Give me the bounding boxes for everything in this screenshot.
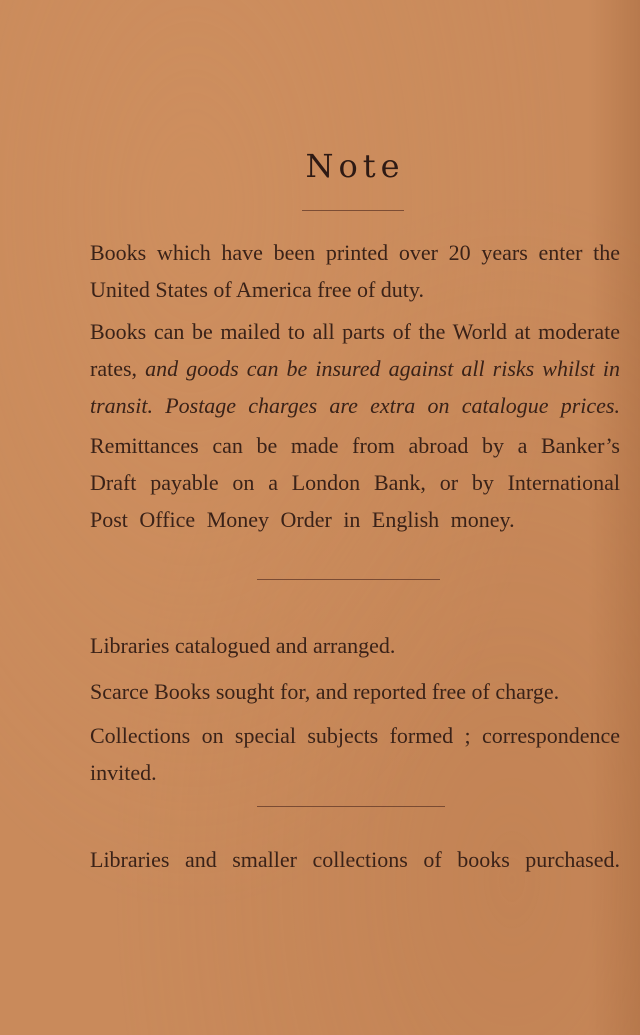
duty-paragraph: [90, 234, 620, 308]
remittance-line-1: Remittances can be made from abroad by a Banker’s: [90, 433, 620, 458]
collections-line-1: Collections on special subjects formed ; correspondence: [90, 723, 620, 748]
purchase-line: [90, 841, 620, 878]
postage-line-2: [90, 350, 620, 387]
scarce-books-line: [90, 673, 620, 710]
postage-paragraph: [90, 313, 620, 424]
remittance-paragraph: [90, 427, 620, 538]
section-divider: [257, 579, 440, 580]
remittance-line-2: Draft payable on a London Bank, or by International: [90, 470, 620, 495]
lower-divider: [257, 806, 445, 807]
libraries-catalogued-line: [90, 627, 620, 664]
postage-line-2-plain: rates,: [90, 356, 146, 381]
purchase-text: Libraries and smaller collections of books purchased.: [90, 847, 620, 872]
duty-line-1: Books which have been printed over 20 years enter the: [90, 240, 620, 265]
remittance-line-3: Post Office Money Order in English money.: [90, 507, 515, 532]
title-divider: [302, 210, 404, 211]
duty-line-2: United States of America free of duty.: [90, 277, 424, 302]
libraries-catalogued-text: Libraries catalogued and arranged.: [90, 633, 396, 658]
collections-line-2: invited.: [90, 760, 157, 785]
collections-paragraph: [90, 717, 620, 791]
page-title: Note: [305, 147, 405, 185]
postage-line-2-italic: and goods can be insured against all risks whilst in: [145, 356, 621, 381]
postage-line-1: Books can be mailed to all parts of the World at moderate: [90, 319, 620, 344]
postage-line-3: transit. Postage charges are extra on catalogue prices.: [90, 393, 620, 418]
scarce-books-text: Scarce Books sought for, and reported free of charge.: [90, 679, 560, 704]
